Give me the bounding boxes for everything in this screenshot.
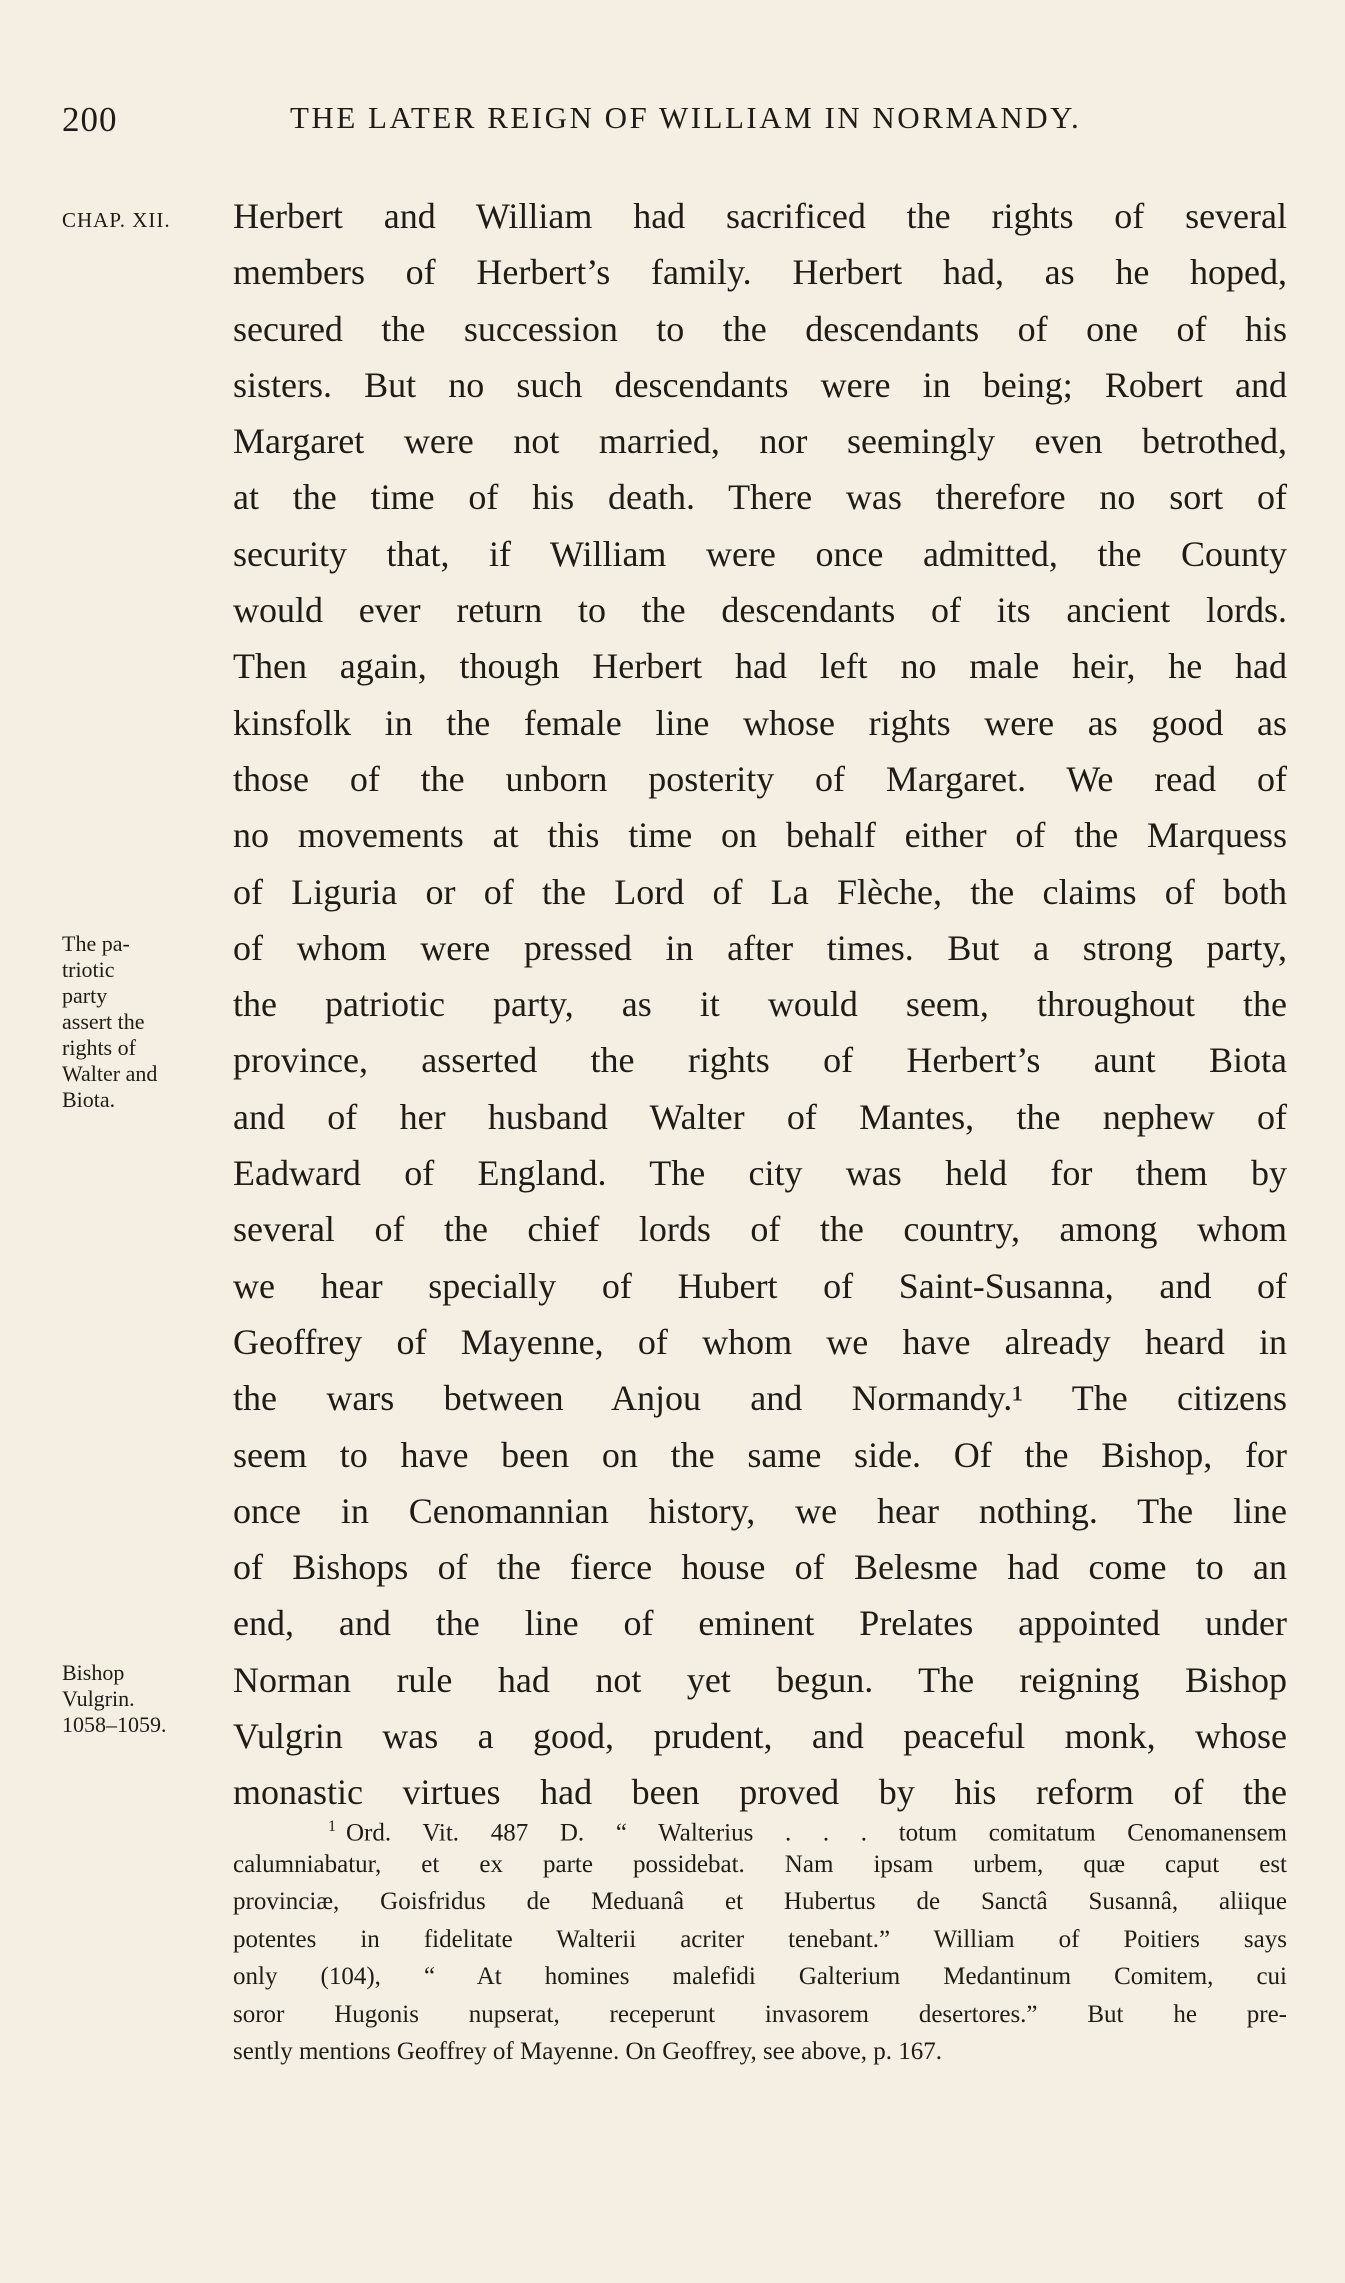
sidenote-line: Walter and	[62, 1061, 158, 1086]
footnote-marker: 1	[328, 1818, 336, 1835]
sidenote-line: The pa-	[62, 931, 130, 956]
body-line: of Liguria or of the Lord of La Flèche, the claims of both	[233, 871, 1287, 912]
body-line: kinsfolk in the female line whose rights were as good as	[233, 702, 1287, 743]
body-line: once in Cenomannian history, we hear nothing. The line	[233, 1490, 1287, 1531]
chapter-label: CHAP. XII.	[62, 208, 171, 232]
sidenote-line: Bishop	[62, 1660, 125, 1685]
body-line: the patriotic party, as it would seem, throughout the	[233, 984, 1287, 1025]
footnote-line: provinciæ, Goisfridus de Meduanâ et Hubertus de Sanctâ Susannâ, aliique	[233, 1888, 1287, 1915]
sidenote-line: triotic	[62, 957, 115, 982]
body-line: at the time of his death. There was therefore no sort of	[233, 477, 1287, 518]
body-line: Geoffrey of Mayenne, of whom we have already heard in	[233, 1321, 1287, 1362]
sidenote-line: assert the	[62, 1009, 145, 1034]
footnote-text: Ord. Vit. 487 D. “ Walterius . . . totum comitatum Cenomanensem	[346, 1819, 1287, 1847]
body-line: those of the unborn posterity of Margaret. We read of	[233, 758, 1287, 799]
body-line: Then again, though Herbert had left no male heir, he had	[233, 646, 1287, 687]
body-line: province, asserted the rights of Herbert’s aunt Biota	[233, 1040, 1287, 1081]
footnote-line: sently mentions Geoffrey of Mayenne. On Geoffrey, see above, p. 167.	[233, 2038, 943, 2065]
footnote-line: calumniabatur, et ex parte possidebat. Nam ipsam urbem, quæ caput est	[233, 1850, 1287, 1878]
body-line: Herbert and William had sacrificed the rights of several	[233, 196, 1287, 236]
body-line: Margaret were not married, nor seemingly even betrothed,	[233, 421, 1287, 462]
body-line: Vulgrin was a good, prudent, and peaceful monk, whose	[233, 1716, 1287, 1757]
footnote-line: only (104), “ At homines malefidi Galterium Medantinum Comitem, cui	[233, 1963, 1287, 1990]
body-line: end, and the line of eminent Prelates appointed under	[233, 1603, 1287, 1644]
body-line: security that, if William were once admitted, the County	[233, 533, 1287, 574]
sidenote-line: Vulgrin.	[62, 1686, 135, 1711]
sidenote-patriotic-party	[62, 931, 232, 1113]
body-line: secured the succession to the descendants of one of his	[233, 308, 1287, 349]
body-line: seem to have been on the same side. Of the Bishop, for	[233, 1434, 1287, 1475]
body-line: and of her husband Walter of Mantes, the nephew of	[233, 1096, 1287, 1137]
body-line: would ever return to the descendants of its ancient lords.	[233, 590, 1287, 631]
body-line: of whom were pressed in after times. But a strong party,	[233, 927, 1287, 968]
page-header	[0, 100, 1345, 150]
sidenote-line: 1058–1059.	[62, 1712, 167, 1737]
body-line: sisters. But no such descendants were in being; Robert and	[233, 364, 1287, 405]
sidenote-line: rights of	[62, 1035, 136, 1060]
body-line: members of Herbert’s family. Herbert had, as he hoped,	[233, 252, 1287, 293]
body-text	[233, 188, 1287, 1821]
page-number: 200	[62, 100, 118, 139]
sidenote-bishop-vulgrin	[62, 1660, 232, 1738]
body-line: Eadward of England. The city was held for them by	[233, 1153, 1287, 1194]
body-line: the wars between Anjou and Normandy.¹ The citizens	[233, 1378, 1287, 1419]
sidenote-line: Biota.	[62, 1087, 116, 1112]
body-line: of Bishops of the fierce house of Belesme had come to an	[233, 1547, 1287, 1588]
footnote-line: potentes in fidelitate Walterii acriter tenebant.” William of Poitiers says	[233, 1925, 1287, 1953]
body-line: no movements at this time on behalf either of the Marquess	[233, 815, 1287, 856]
body-line: several of the chief lords of the country, among whom	[233, 1209, 1287, 1250]
body-line: Norman rule had not yet begun. The reigning Bishop	[233, 1659, 1287, 1700]
body-line: monastic virtues had been proved by his reform of the	[233, 1772, 1287, 1813]
footnote	[233, 1808, 1287, 2071]
body-line: we hear specially of Hubert of Saint-Susanna, and of	[233, 1265, 1287, 1306]
footnote-line	[233, 1808, 1287, 1846]
sidenote-line: party	[62, 983, 108, 1008]
footnote-line: soror Hugonis nupserat, receperunt invasorem desertores.” But he pre-	[233, 2000, 1287, 2028]
running-title: THE LATER REIGN OF WILLIAM IN NORMANDY.	[290, 100, 1082, 135]
